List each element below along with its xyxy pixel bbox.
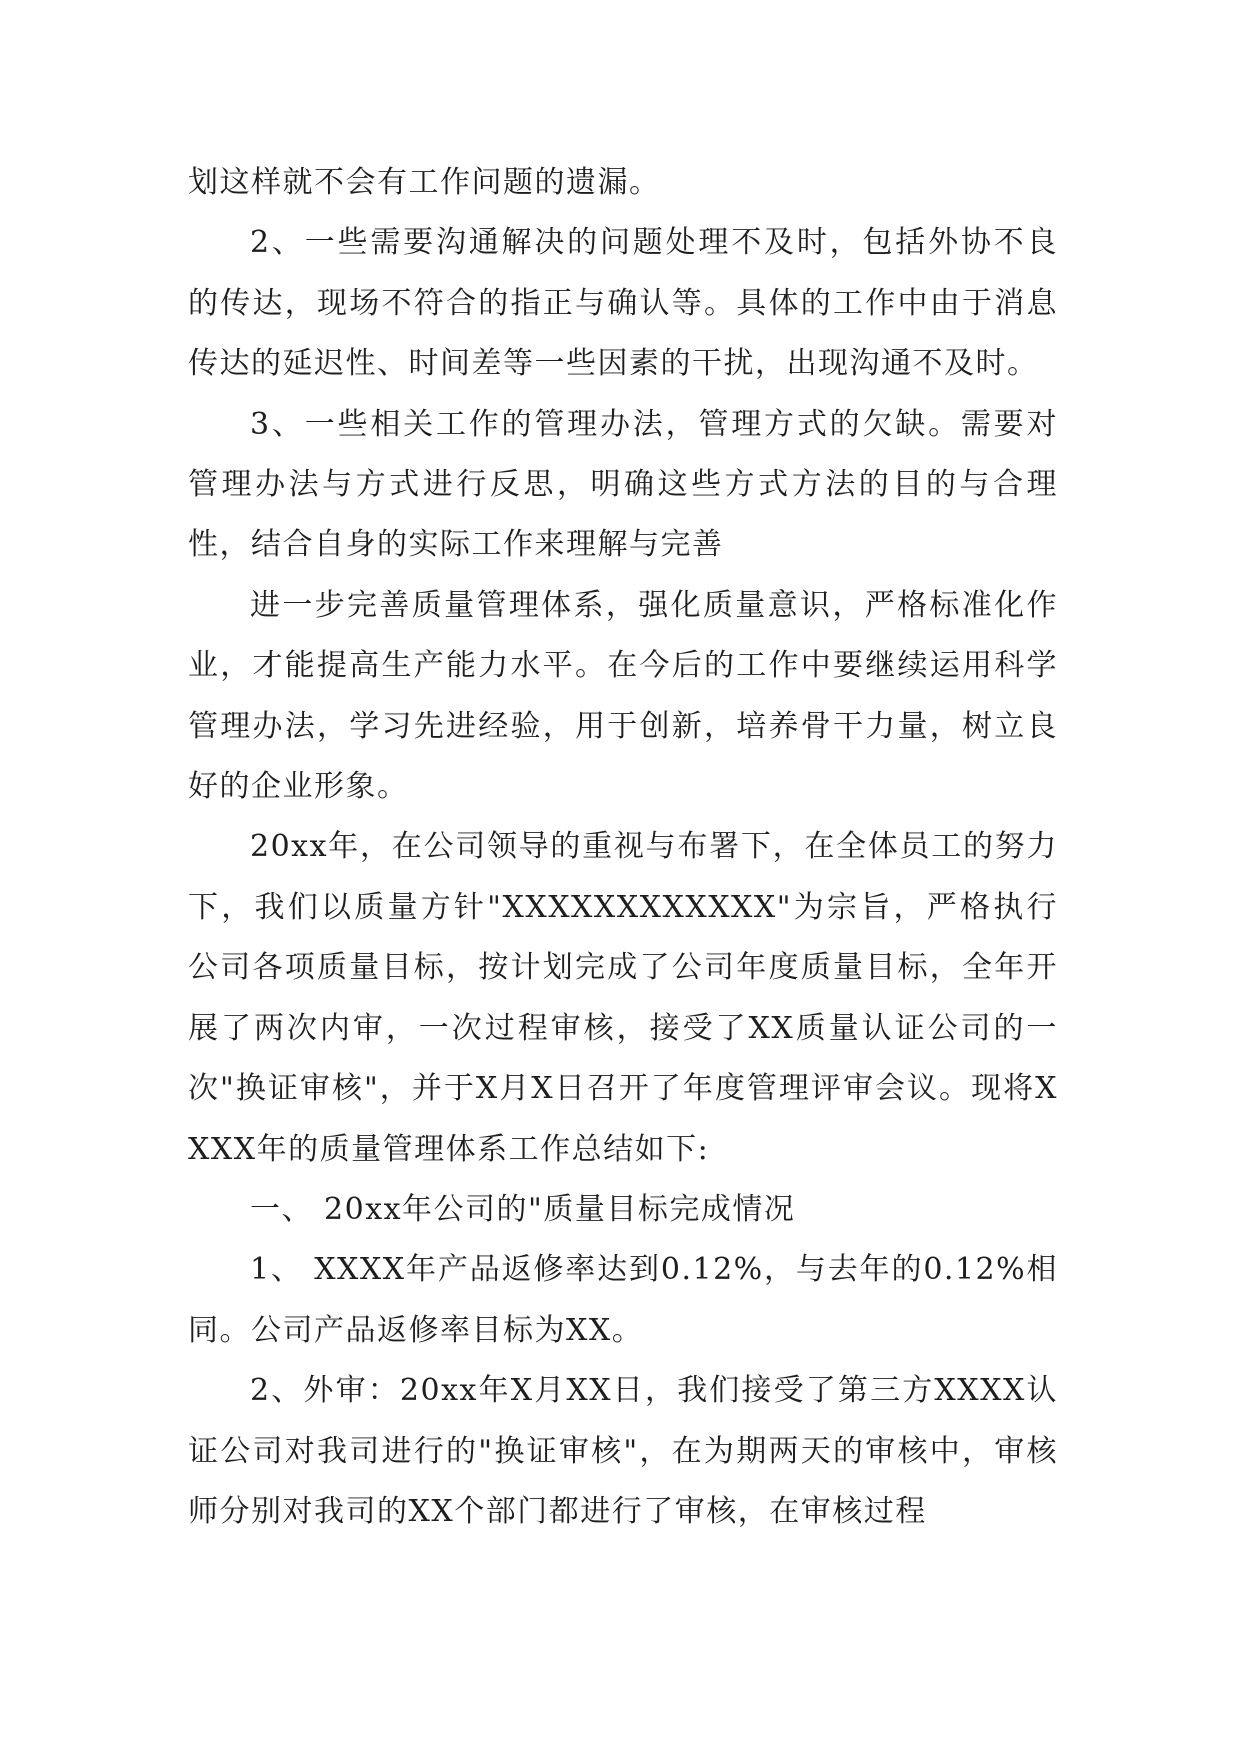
paragraph-annual-summary: 20xx年，在公司领导的重视与布署下，在全体员工的努力下，我们以质量方针"XXXXXXXXXXXX"为宗旨，严格执行公司各项质量目标，按计划完成了公司年度质量目标，全年开展了两次内审，一次过程审核，接受了XX质量认证公司的一次"换证审核"，并于X月X日召开了年度管理评审会议。现将XXXX年的质量管理体系工作总结如下: xyxy=(188,829,1058,1167)
section-heading-quality-goals: 一、 20xx年公司的"质量目标完成情况 xyxy=(250,1191,796,1227)
paragraph-repair-rate: 1、 XXXX年产品返修率达到0.12%，与去年的0.12%相同。公司产品返修率目标为XX。 xyxy=(188,1252,1058,1348)
paragraph-external-audit: 2、外审：20xx年X月XX日，我们接受了第三方XXXX认证公司对我司进行的"换证审核"，在为期两天的审核中，审核师分别对我司的XX个部门都进行了审核，在审核过程 xyxy=(188,1373,1058,1529)
paragraph-item-2-communication: 2、一些需要沟通解决的问题处理不及时，包括外协不良的传达，现场不符合的指正与确认等。具体的工作中由于消息传达的延迟性、时间差等一些因素的干扰，出现沟通不及时。 xyxy=(188,225,1058,382)
paragraph-continuation: 划这样就不会有工作问题的遗漏。 xyxy=(188,165,661,200)
paragraph-improvement: 进一步完善质量管理体系，强化质量意识，严格标准化作业，才能提高生产能力水平。在今后的工作中要继续运用科学管理办法，学习先进经验，用于创新，培养骨干力量，树立良好的企业形象。 xyxy=(188,587,1058,805)
paragraph-item-3-management: 3、一些相关工作的管理办法，管理方式的欠缺。需要对管理办法与方式进行反思，明确这些方式方法的目的与合理性，结合自身的实际工作来理解与完善 xyxy=(188,406,1058,563)
document-body xyxy=(188,153,1058,1542)
